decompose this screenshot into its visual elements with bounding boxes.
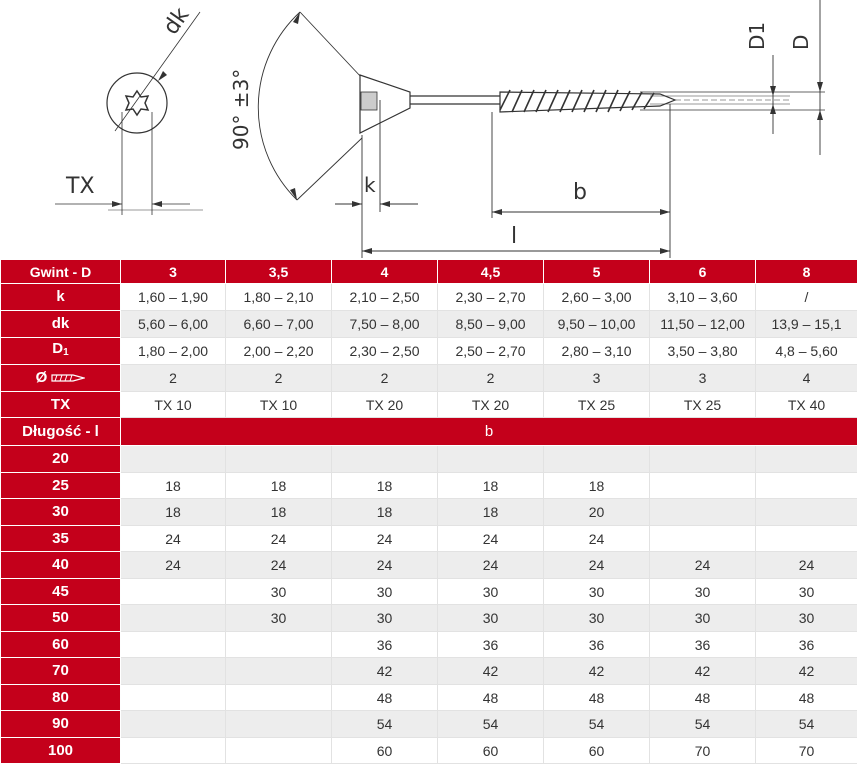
thread-length-cell: 36 bbox=[544, 632, 650, 658]
spec-cell: 13,9 – 15,1 bbox=[756, 311, 857, 338]
thread-length-cell: 18 bbox=[438, 473, 544, 499]
thread-length-cell: 36 bbox=[650, 632, 756, 658]
spec-label-text: TX bbox=[50, 395, 71, 413]
thread-length-cell: 24 bbox=[544, 552, 650, 579]
length-row-label: 100 bbox=[1, 738, 121, 764]
label-l: l bbox=[511, 224, 518, 249]
spec-cell: 2 bbox=[438, 365, 544, 392]
thread-length-cell: 24 bbox=[756, 552, 857, 579]
thread-length-cell: 54 bbox=[756, 711, 857, 738]
spec-cell: 2,50 – 2,70 bbox=[438, 338, 544, 365]
thread-length-cell: 30 bbox=[756, 579, 857, 605]
thread-length-cell: 48 bbox=[650, 685, 756, 711]
length-row-label: 35 bbox=[1, 526, 121, 552]
thread-length-cell: 24 bbox=[438, 526, 544, 552]
spec-label-text: k bbox=[56, 288, 65, 305]
length-dimensions bbox=[335, 100, 670, 258]
thread-length-cell: 18 bbox=[332, 473, 438, 499]
thread-length-cell: 36 bbox=[756, 632, 857, 658]
spec-cell: TX 25 bbox=[544, 392, 650, 418]
length-row-label: 25 bbox=[1, 473, 121, 499]
thread-length-cell: 30 bbox=[226, 605, 332, 632]
thread-length-cell: 30 bbox=[544, 605, 650, 632]
spec-cell: TX 40 bbox=[756, 392, 857, 418]
thread-length-cell bbox=[756, 473, 857, 499]
thread-length-cell: 24 bbox=[121, 526, 226, 552]
thread-length-cell: 30 bbox=[756, 605, 857, 632]
thread-length-cell: 18 bbox=[226, 499, 332, 526]
diameter-header: 5 bbox=[544, 260, 650, 284]
length-row-label: 30 bbox=[1, 499, 121, 526]
thread-length-cell: 48 bbox=[332, 685, 438, 711]
thread-length-cell: 54 bbox=[438, 711, 544, 738]
thread-length-cell: 48 bbox=[544, 685, 650, 711]
thread-length-cell: 42 bbox=[756, 658, 857, 685]
thread-length-cell: 30 bbox=[226, 579, 332, 605]
thread-length-cell: 42 bbox=[650, 658, 756, 685]
spec-cell: 3,50 – 3,80 bbox=[650, 338, 756, 365]
thread-length-cell bbox=[756, 499, 857, 526]
thread-length-cell: 18 bbox=[121, 499, 226, 526]
thread-length-cell bbox=[226, 685, 332, 711]
thread-length-cell: 54 bbox=[650, 711, 756, 738]
thread-length-cell bbox=[121, 711, 226, 738]
diameter-header: 8 bbox=[756, 260, 857, 284]
spec-cell: TX 10 bbox=[121, 392, 226, 418]
spec-cell: 3 bbox=[544, 365, 650, 392]
thread-length-cell: 70 bbox=[756, 738, 857, 764]
spec-cell: 1,60 – 1,90 bbox=[121, 284, 226, 311]
label-d1: D1 bbox=[745, 21, 769, 50]
diameter-dimensions bbox=[770, 0, 823, 155]
thread-length-cell: 24 bbox=[226, 552, 332, 579]
diameter-header: 6 bbox=[650, 260, 756, 284]
thread-length-cell: 20 bbox=[544, 499, 650, 526]
diameter-header: 3,5 bbox=[226, 260, 332, 284]
spec-cell: TX 20 bbox=[438, 392, 544, 418]
thread-length-cell bbox=[650, 526, 756, 552]
thread-length-cell: 24 bbox=[332, 526, 438, 552]
thread-length-cell bbox=[226, 446, 332, 473]
label-angle: 90° ±3° bbox=[229, 68, 253, 150]
length-row-label: 70 bbox=[1, 658, 121, 685]
label-d: D bbox=[789, 34, 813, 50]
length-header: Długość - l bbox=[1, 418, 121, 446]
length-row-label: 45 bbox=[1, 579, 121, 605]
b-header: b bbox=[121, 418, 857, 446]
label-dk: dk bbox=[158, 3, 195, 40]
thread-length-cell bbox=[121, 685, 226, 711]
thread-length-cell: 30 bbox=[650, 579, 756, 605]
length-row-label: 40 bbox=[1, 552, 121, 579]
spec-cell: TX 20 bbox=[332, 392, 438, 418]
thread-length-cell: 42 bbox=[544, 658, 650, 685]
thread-length-cell: 24 bbox=[650, 552, 756, 579]
thread-length-cell: 54 bbox=[332, 711, 438, 738]
spec-cell: 5,60 – 6,00 bbox=[121, 311, 226, 338]
length-row-label: 80 bbox=[1, 685, 121, 711]
spec-cell: 4,8 – 5,60 bbox=[756, 338, 857, 365]
thread-length-cell bbox=[438, 446, 544, 473]
thread-length-cell: 70 bbox=[650, 738, 756, 764]
spec-cell: 3,10 – 3,60 bbox=[650, 284, 756, 311]
spec-cell: 11,50 – 12,00 bbox=[650, 311, 756, 338]
thread-length-cell: 36 bbox=[438, 632, 544, 658]
diameter-header: 3 bbox=[121, 260, 226, 284]
spec-cell: 2 bbox=[226, 365, 332, 392]
spec-cell: 1,80 – 2,00 bbox=[121, 338, 226, 365]
thread-length-cell bbox=[121, 446, 226, 473]
spec-cell: 2,30 – 2,50 bbox=[332, 338, 438, 365]
thread-length-cell bbox=[650, 499, 756, 526]
diameter-header: 4,5 bbox=[438, 260, 544, 284]
thread-length-cell bbox=[121, 738, 226, 764]
spec-row-label bbox=[1, 284, 121, 311]
thread-length-cell: 60 bbox=[438, 738, 544, 764]
thread-length-cell bbox=[650, 446, 756, 473]
spec-label-text: dk bbox=[51, 315, 70, 332]
thread-length-cell: 18 bbox=[544, 473, 650, 499]
thread-length-cell: 24 bbox=[226, 526, 332, 552]
length-row-label: 50 bbox=[1, 605, 121, 632]
thread-length-cell: 54 bbox=[544, 711, 650, 738]
thread-length-cell: 48 bbox=[756, 685, 857, 711]
thread-length-cell bbox=[544, 446, 650, 473]
thread-length-cell: 60 bbox=[544, 738, 650, 764]
thread-length-cell: 24 bbox=[544, 526, 650, 552]
spec-row-label bbox=[1, 338, 121, 365]
thread-length-cell: 30 bbox=[438, 605, 544, 632]
spec-row-label bbox=[1, 365, 121, 392]
spec-cell: 3 bbox=[650, 365, 756, 392]
spec-cell: 2,80 – 3,10 bbox=[544, 338, 650, 365]
thread-length-cell: 36 bbox=[332, 632, 438, 658]
thread-length-cell: 18 bbox=[438, 499, 544, 526]
thread-length-cell: 24 bbox=[121, 552, 226, 579]
spec-cell: TX 25 bbox=[650, 392, 756, 418]
length-row-label: 20 bbox=[1, 446, 121, 473]
spec-cell: 9,50 – 10,00 bbox=[544, 311, 650, 338]
spec-cell: 2,30 – 2,70 bbox=[438, 284, 544, 311]
length-row-label: 60 bbox=[1, 632, 121, 658]
thread-length-cell bbox=[226, 632, 332, 658]
spec-cell: 7,50 – 8,00 bbox=[332, 311, 438, 338]
thread-length-cell: 48 bbox=[438, 685, 544, 711]
thread-length-cell: 30 bbox=[332, 579, 438, 605]
diameter-header: 4 bbox=[332, 260, 438, 284]
spec-cell: 1,80 – 2,10 bbox=[226, 284, 332, 311]
spec-cell: 4 bbox=[756, 365, 857, 392]
spec-cell: 2,10 – 2,50 bbox=[332, 284, 438, 311]
spec-row-label bbox=[1, 311, 121, 338]
thread-length-cell bbox=[121, 605, 226, 632]
thread-length-cell: 24 bbox=[332, 552, 438, 579]
thread-length-cell: 30 bbox=[438, 579, 544, 605]
thread-length-cell bbox=[121, 579, 226, 605]
label-tx: TX bbox=[66, 174, 95, 199]
spec-cell: / bbox=[756, 284, 857, 311]
drill-bit-icon bbox=[47, 369, 85, 386]
thread-length-cell bbox=[121, 658, 226, 685]
thread-length-cell: 30 bbox=[332, 605, 438, 632]
thread-length-cell: 42 bbox=[438, 658, 544, 685]
spec-label-text: Ø bbox=[35, 369, 48, 386]
thread-length-cell: 24 bbox=[438, 552, 544, 579]
screw-side-view bbox=[360, 75, 825, 133]
label-k: k bbox=[364, 173, 376, 197]
thread-length-cell bbox=[756, 446, 857, 473]
thread-length-cell: 30 bbox=[650, 605, 756, 632]
spec-cell: 2,00 – 2,20 bbox=[226, 338, 332, 365]
thread-length-cell: 18 bbox=[332, 499, 438, 526]
length-row-label: 90 bbox=[1, 711, 121, 738]
angle-dimension bbox=[258, 12, 362, 200]
screw-technical-drawing bbox=[0, 0, 857, 258]
thread-length-cell bbox=[332, 446, 438, 473]
thread-length-cell: 18 bbox=[226, 473, 332, 499]
thread-length-cell: 42 bbox=[332, 658, 438, 685]
thread-length-cell: 60 bbox=[332, 738, 438, 764]
thread-length-cell: 18 bbox=[121, 473, 226, 499]
spec-cell: 2 bbox=[121, 365, 226, 392]
thread-length-cell bbox=[226, 738, 332, 764]
thread-length-cell bbox=[650, 473, 756, 499]
spec-label-text: D bbox=[52, 340, 64, 357]
thread-length-cell: 30 bbox=[544, 579, 650, 605]
thread-length-cell bbox=[121, 632, 226, 658]
spec-cell: 8,50 – 9,00 bbox=[438, 311, 544, 338]
thread-length-cell bbox=[226, 711, 332, 738]
spec-cell: 2,60 – 3,00 bbox=[544, 284, 650, 311]
spec-cell: TX 10 bbox=[226, 392, 332, 418]
label-b: b bbox=[573, 180, 587, 205]
screw-spec-table bbox=[0, 259, 857, 764]
spec-row-label bbox=[1, 392, 121, 418]
thread-length-cell bbox=[226, 658, 332, 685]
spec-cell: 6,60 – 7,00 bbox=[226, 311, 332, 338]
thread-length-cell bbox=[756, 526, 857, 552]
corner-header: Gwint - D bbox=[1, 260, 121, 284]
spec-cell: 2 bbox=[332, 365, 438, 392]
spec-label-subscript: 1 bbox=[63, 347, 69, 358]
